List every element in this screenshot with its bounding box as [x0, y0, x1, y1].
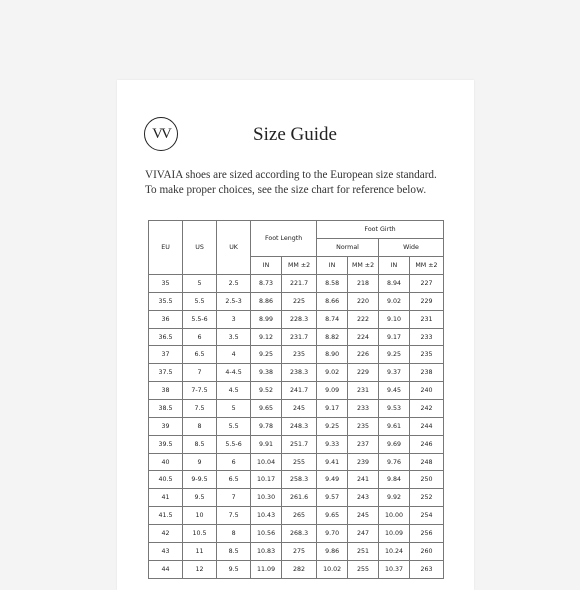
cell-length-mm: 221.7	[282, 275, 317, 293]
cell-normal-in: 8.74	[317, 310, 348, 328]
cell-normal-mm: 233	[348, 400, 379, 418]
cell-uk: 9.5	[217, 560, 251, 578]
cell-normal-mm: 220	[348, 292, 379, 310]
cell-uk: 8	[217, 525, 251, 543]
cell-wide-in: 10.00	[378, 507, 409, 525]
cell-us: 7	[183, 364, 217, 382]
cell-eu: 38.5	[149, 400, 183, 418]
cell-uk: 7.5	[217, 507, 251, 525]
cell-length-in: 10.17	[251, 471, 282, 489]
size-chart-table	[148, 220, 444, 579]
cell-length-in: 9.25	[251, 346, 282, 364]
cell-eu: 41	[149, 489, 183, 507]
page-title: Size Guide	[253, 124, 337, 145]
cell-wide-in: 8.94	[378, 275, 409, 293]
cell-length-in: 8.73	[251, 275, 282, 293]
cell-eu: 39.5	[149, 435, 183, 453]
cell-length-in: 9.91	[251, 435, 282, 453]
cell-us: 5	[183, 275, 217, 293]
cell-length-in: 10.56	[251, 525, 282, 543]
header-foot-girth: Foot Girth	[317, 221, 444, 239]
cell-eu: 36	[149, 310, 183, 328]
cell-eu: 35	[149, 275, 183, 293]
cell-normal-in: 9.02	[317, 364, 348, 382]
cell-wide-mm: 231	[409, 310, 443, 328]
cell-wide-in: 9.10	[378, 310, 409, 328]
cell-wide-in: 10.37	[378, 560, 409, 578]
cell-normal-in: 9.86	[317, 542, 348, 560]
cell-length-mm: 225	[282, 292, 317, 310]
cell-eu: 43	[149, 542, 183, 560]
cell-length-mm: 261.6	[282, 489, 317, 507]
cell-uk: 8.5	[217, 542, 251, 560]
table-row	[149, 435, 444, 453]
cell-normal-in: 9.41	[317, 453, 348, 471]
table-row	[149, 328, 444, 346]
cell-normal-mm: 251	[348, 542, 379, 560]
cell-us: 9-9.5	[183, 471, 217, 489]
cell-normal-in: 8.90	[317, 346, 348, 364]
header-wide-mm: MM ±2	[409, 257, 443, 275]
cell-eu: 37	[149, 346, 183, 364]
cell-length-mm: 265	[282, 507, 317, 525]
cell-length-mm: 268.3	[282, 525, 317, 543]
cell-wide-in: 9.53	[378, 400, 409, 418]
cell-length-in: 10.83	[251, 542, 282, 560]
cell-uk: 6.5	[217, 471, 251, 489]
table-row	[149, 400, 444, 418]
cell-us: 10	[183, 507, 217, 525]
cell-uk: 7	[217, 489, 251, 507]
cell-length-in: 10.04	[251, 453, 282, 471]
cell-uk: 4.5	[217, 382, 251, 400]
header-wide-in: IN	[378, 257, 409, 275]
cell-length-mm: 275	[282, 542, 317, 560]
cell-length-mm: 255	[282, 453, 317, 471]
cell-wide-mm: 238	[409, 364, 443, 382]
header-us: US	[183, 221, 217, 275]
cell-wide-in: 10.24	[378, 542, 409, 560]
cell-uk: 5.5	[217, 417, 251, 435]
table-row	[149, 310, 444, 328]
table-row	[149, 364, 444, 382]
cell-uk: 4	[217, 346, 251, 364]
cell-wide-in: 10.09	[378, 525, 409, 543]
cell-eu: 37.5	[149, 364, 183, 382]
cell-eu: 42	[149, 525, 183, 543]
cell-length-mm: 231.7	[282, 328, 317, 346]
table-row	[149, 346, 444, 364]
cell-wide-in: 9.84	[378, 471, 409, 489]
cell-length-in: 9.12	[251, 328, 282, 346]
cell-normal-mm: 229	[348, 364, 379, 382]
cell-us: 8.5	[183, 435, 217, 453]
cell-length-in: 8.99	[251, 310, 282, 328]
cell-length-mm: 282	[282, 560, 317, 578]
cell-wide-in: 9.92	[378, 489, 409, 507]
cell-length-in: 9.52	[251, 382, 282, 400]
cell-normal-in: 8.58	[317, 275, 348, 293]
table-row	[149, 471, 444, 489]
cell-normal-mm: 245	[348, 507, 379, 525]
cell-length-in: 9.38	[251, 364, 282, 382]
cell-normal-mm: 239	[348, 453, 379, 471]
cell-eu: 39	[149, 417, 183, 435]
cell-length-in: 9.78	[251, 417, 282, 435]
header-wide: Wide	[378, 239, 443, 257]
cell-length-in: 11.09	[251, 560, 282, 578]
cell-normal-mm: 235	[348, 417, 379, 435]
cell-wide-mm: 260	[409, 542, 443, 560]
cell-wide-mm: 242	[409, 400, 443, 418]
cell-uk: 4-4.5	[217, 364, 251, 382]
cell-length-mm: 235	[282, 346, 317, 364]
cell-normal-in: 9.65	[317, 507, 348, 525]
cell-wide-in: 9.45	[378, 382, 409, 400]
cell-length-mm: 238.3	[282, 364, 317, 382]
cell-wide-mm: 246	[409, 435, 443, 453]
cell-wide-mm: 244	[409, 417, 443, 435]
cell-normal-mm: 231	[348, 382, 379, 400]
cell-normal-in: 9.57	[317, 489, 348, 507]
cell-normal-in: 9.17	[317, 400, 348, 418]
cell-wide-mm: 250	[409, 471, 443, 489]
cell-us: 8	[183, 417, 217, 435]
cell-normal-mm: 218	[348, 275, 379, 293]
cell-normal-mm: 247	[348, 525, 379, 543]
cell-eu: 35.5	[149, 292, 183, 310]
cell-us: 10.5	[183, 525, 217, 543]
cell-uk: 3.5	[217, 328, 251, 346]
cell-uk: 2.5	[217, 275, 251, 293]
header-foot-length: Foot Length	[251, 221, 317, 257]
cell-normal-in: 10.02	[317, 560, 348, 578]
cell-us: 6.5	[183, 346, 217, 364]
cell-wide-mm: 263	[409, 560, 443, 578]
cell-normal-in: 8.66	[317, 292, 348, 310]
cell-us: 12	[183, 560, 217, 578]
cell-normal-mm: 237	[348, 435, 379, 453]
cell-wide-mm: 256	[409, 525, 443, 543]
cell-normal-mm: 226	[348, 346, 379, 364]
table-row	[149, 292, 444, 310]
cell-us: 6	[183, 328, 217, 346]
cell-uk: 3	[217, 310, 251, 328]
cell-normal-mm: 224	[348, 328, 379, 346]
cell-us: 5.5-6	[183, 310, 217, 328]
header-eu: EU	[149, 221, 183, 275]
cell-length-mm: 258.3	[282, 471, 317, 489]
cell-length-mm: 228.3	[282, 310, 317, 328]
cell-normal-in: 9.49	[317, 471, 348, 489]
table-row	[149, 542, 444, 560]
header-normal-mm: MM ±2	[348, 257, 379, 275]
cell-wide-in: 9.02	[378, 292, 409, 310]
cell-wide-in: 9.69	[378, 435, 409, 453]
cell-wide-mm: 240	[409, 382, 443, 400]
cell-us: 11	[183, 542, 217, 560]
cell-wide-mm: 254	[409, 507, 443, 525]
size-chart-header	[149, 221, 444, 275]
table-row	[149, 382, 444, 400]
cell-length-mm: 245	[282, 400, 317, 418]
cell-eu: 38	[149, 382, 183, 400]
cell-normal-in: 9.33	[317, 435, 348, 453]
table-row	[149, 507, 444, 525]
header-normal-in: IN	[317, 257, 348, 275]
cell-length-mm: 248.3	[282, 417, 317, 435]
cell-uk: 5.5-6	[217, 435, 251, 453]
size-chart-body	[149, 275, 444, 579]
table-row	[149, 560, 444, 578]
intro-line-1: VIVAIA shoes are sized according to the European size standard.	[145, 169, 437, 181]
cell-length-in: 8.86	[251, 292, 282, 310]
cell-wide-in: 9.37	[378, 364, 409, 382]
table-row	[149, 275, 444, 293]
header-uk: UK	[217, 221, 251, 275]
cell-eu: 40	[149, 453, 183, 471]
table-row	[149, 489, 444, 507]
cell-normal-mm: 222	[348, 310, 379, 328]
intro-text	[145, 168, 455, 198]
cell-length-in: 10.30	[251, 489, 282, 507]
cell-wide-mm: 252	[409, 489, 443, 507]
cell-wide-mm: 229	[409, 292, 443, 310]
cell-wide-mm: 233	[409, 328, 443, 346]
cell-wide-mm: 248	[409, 453, 443, 471]
cell-normal-mm: 243	[348, 489, 379, 507]
cell-us: 9	[183, 453, 217, 471]
cell-normal-in: 9.70	[317, 525, 348, 543]
header-normal: Normal	[317, 239, 379, 257]
cell-length-in: 9.65	[251, 400, 282, 418]
cell-normal-mm: 241	[348, 471, 379, 489]
cell-wide-in: 9.25	[378, 346, 409, 364]
table-row	[149, 525, 444, 543]
cell-normal-mm: 255	[348, 560, 379, 578]
cell-uk: 2.5-3	[217, 292, 251, 310]
cell-wide-mm: 227	[409, 275, 443, 293]
cell-us: 7-7.5	[183, 382, 217, 400]
cell-length-mm: 251.7	[282, 435, 317, 453]
cell-length-in: 10.43	[251, 507, 282, 525]
header-length-in: IN	[251, 257, 282, 275]
vivaia-logo-icon: VV	[144, 117, 178, 151]
cell-us: 9.5	[183, 489, 217, 507]
cell-wide-in: 9.17	[378, 328, 409, 346]
cell-eu: 41.5	[149, 507, 183, 525]
cell-uk: 5	[217, 400, 251, 418]
cell-us: 5.5	[183, 292, 217, 310]
cell-length-mm: 241.7	[282, 382, 317, 400]
header-length-mm: MM ±2	[282, 257, 317, 275]
cell-wide-mm: 235	[409, 346, 443, 364]
cell-wide-in: 9.76	[378, 453, 409, 471]
cell-normal-in: 8.82	[317, 328, 348, 346]
cell-normal-in: 9.09	[317, 382, 348, 400]
table-row	[149, 453, 444, 471]
table-row	[149, 417, 444, 435]
cell-normal-in: 9.25	[317, 417, 348, 435]
cell-eu: 44	[149, 560, 183, 578]
cell-wide-in: 9.61	[378, 417, 409, 435]
cell-us: 7.5	[183, 400, 217, 418]
cell-uk: 6	[217, 453, 251, 471]
cell-eu: 36.5	[149, 328, 183, 346]
cell-eu: 40.5	[149, 471, 183, 489]
intro-line-2: To make proper choices, see the size chart for reference below.	[145, 184, 427, 196]
